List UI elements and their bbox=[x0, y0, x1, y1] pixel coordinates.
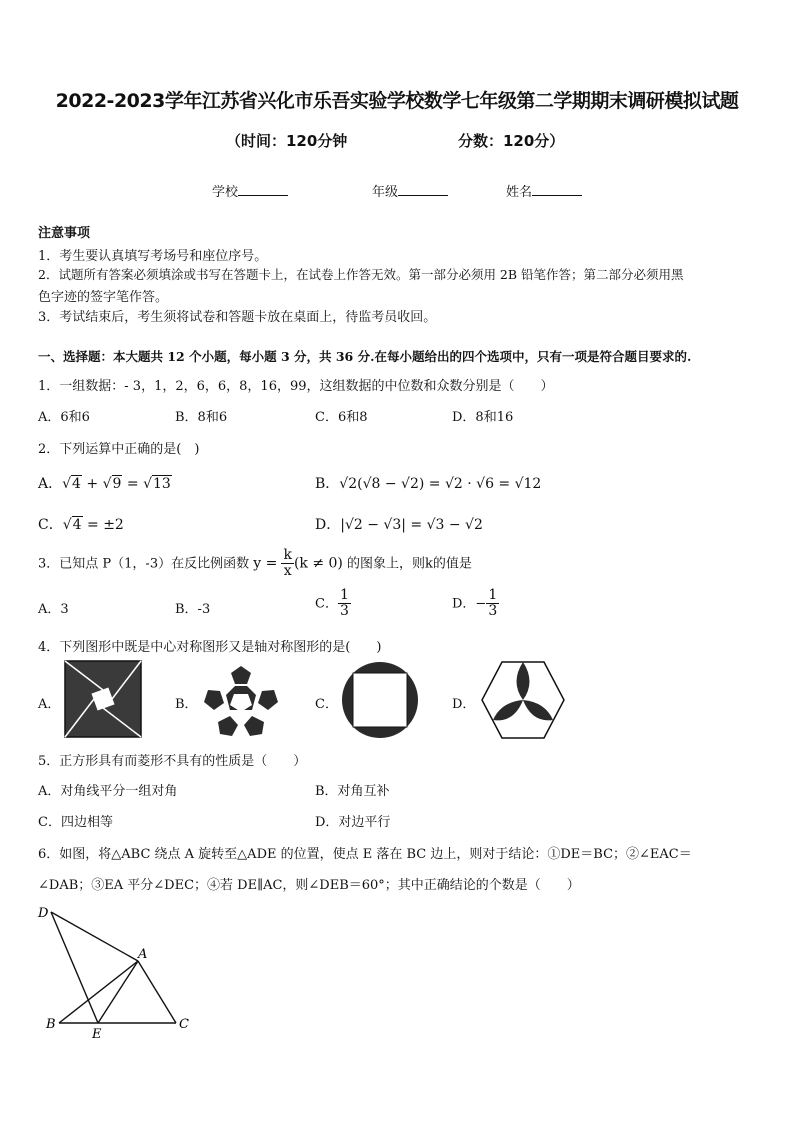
q2-d-expr: |√2 − √3| = √3 − √2 bbox=[340, 517, 483, 533]
q3-stem-a: 3．已知点 P（1，-3）在反比例函数 bbox=[38, 556, 250, 572]
segment-AB bbox=[59, 961, 138, 1023]
q4-option-b[interactable]: B． bbox=[175, 697, 198, 712]
q1-option-c[interactable]: C．6和8 bbox=[315, 410, 368, 425]
q2-d-label: D． bbox=[315, 517, 341, 533]
q5-option-b[interactable]: B．对角互补 bbox=[315, 784, 390, 799]
q1-option-d[interactable]: D．8和16 bbox=[452, 410, 514, 425]
q4-option-c[interactable]: C． bbox=[315, 697, 338, 712]
q2-b-expr: √2(√8 − √2) = √2 · √6 = √12 bbox=[339, 476, 542, 492]
q1-option-a[interactable]: A．6和6 bbox=[38, 410, 90, 425]
q4-figure-b bbox=[200, 662, 282, 740]
q2-a-radicand-1: 4 bbox=[72, 476, 81, 492]
notes-item-2a: 2．试题所有答案必须填涂或书写在答题卡上，在试卷上作答无效。第一部分必须用 2B 铅笔作答；第二部分必须用黑 bbox=[38, 267, 684, 282]
q2-a-eq: = bbox=[122, 476, 144, 492]
q3-d-num: 1 bbox=[488, 587, 498, 603]
section-1-heading: 一、选择题：本大题共 12 个小题，每小题 3 分，共 36 分.在每小题给出的四个选项中，只有一项是符合题目要求的. bbox=[38, 349, 692, 364]
q2-b-label: B． bbox=[315, 476, 340, 492]
q4-figure-d bbox=[480, 660, 566, 740]
q2-a-label: A． bbox=[38, 476, 63, 492]
grade-blank[interactable] bbox=[398, 183, 448, 196]
q2-a-radicand-3: 13 bbox=[153, 476, 171, 492]
point-label-b: B bbox=[46, 1017, 56, 1032]
point-label-e: E bbox=[92, 1027, 102, 1042]
name-blank[interactable] bbox=[532, 183, 582, 196]
q1-stem: 1．一组数据：- 3，1，2，6，6，8，16，99，这组数据的中位数和众数分别是（ ） bbox=[38, 379, 554, 394]
exam-score: 分数：120分） bbox=[458, 132, 565, 150]
q6-triangle-figure bbox=[30, 900, 200, 1045]
q3-func-cond: (k ≠ 0) bbox=[293, 555, 343, 572]
exam-title: 2022-2023学年江苏省兴化市乐吾实验学校数学七年级第二学期期末调研模拟试题 bbox=[55, 90, 739, 112]
q4-figure-a bbox=[64, 660, 142, 738]
point-label-a: A bbox=[138, 947, 148, 962]
q3-option-a[interactable]: A．3 bbox=[38, 602, 69, 617]
q4-stem: 4．下列图形中既是中心对称图形又是轴对称图形的是( ) bbox=[38, 640, 382, 655]
q3-d-fraction bbox=[486, 588, 499, 620]
q5-option-c[interactable]: C．四边相等 bbox=[38, 815, 113, 830]
q3-func-num: k bbox=[283, 547, 292, 563]
point-label-d: D bbox=[38, 906, 49, 921]
q3-d-den: 3 bbox=[488, 603, 498, 620]
q2-a-radicand-2: 9 bbox=[112, 476, 122, 492]
q2-a-plus: + bbox=[81, 476, 103, 492]
q2-c-radicand: 4 bbox=[72, 517, 82, 533]
school-label: 学校 bbox=[212, 185, 239, 200]
q3-func-fraction bbox=[281, 548, 293, 580]
q3-d-label: D．− bbox=[452, 596, 487, 612]
q2-c-eq: = ±2 bbox=[82, 517, 124, 533]
notes-item-1: 1．考生要认真填写考场号和座位序号。 bbox=[38, 249, 268, 264]
q4-option-a[interactable]: A． bbox=[38, 697, 61, 712]
q3-func-y: y = bbox=[253, 555, 278, 572]
q3-func-den: x bbox=[283, 563, 292, 580]
q2-option-d[interactable] bbox=[315, 514, 483, 534]
segment-DA bbox=[51, 912, 138, 961]
exam-time: （时间：120分钟 bbox=[226, 132, 348, 150]
segment-DE bbox=[51, 912, 98, 1023]
q4-figure-c bbox=[340, 660, 420, 740]
segment-AE bbox=[98, 961, 138, 1023]
notes-item-2b: 色字迹的签字笔作答。 bbox=[38, 290, 169, 305]
q2-option-a[interactable]: A．√4 + √9 = √13 bbox=[38, 476, 171, 492]
q3-stem-b: 的图象上，则k的值是 bbox=[347, 556, 472, 572]
school-field bbox=[212, 181, 288, 200]
q2-stem: 2．下列运算中正确的是( ) bbox=[38, 442, 200, 457]
q2-c-label: C． bbox=[38, 517, 63, 533]
q3-c-den: 3 bbox=[339, 603, 349, 620]
q3-c-num: 1 bbox=[339, 587, 349, 603]
q2-option-c[interactable]: C．√4 = ±2 bbox=[38, 517, 124, 533]
notes-item-3: 3．考试结束后，考生须将试卷和答题卡放在桌面上，待监考员收回。 bbox=[38, 310, 437, 325]
q5-option-a[interactable]: A．对角线平分一组对角 bbox=[38, 784, 178, 799]
q3-option-d[interactable] bbox=[452, 588, 499, 620]
q6-stem-a: 6．如图，将△ABC 绕点 A 旋转至△ADE 的位置，使点 E 落在 BC 边上，则对于结论：①DE＝BC；②∠EAC＝ bbox=[38, 847, 692, 862]
q3-stem bbox=[38, 548, 472, 580]
name-label: 姓名 bbox=[506, 185, 533, 200]
q5-option-d[interactable]: D．对边平行 bbox=[315, 815, 391, 830]
segment-AC bbox=[138, 961, 176, 1023]
grade-field bbox=[372, 181, 448, 200]
q4-option-d[interactable]: D． bbox=[452, 697, 476, 712]
q5-stem: 5．正方形具有而菱形不具有的性质是（ ） bbox=[38, 754, 307, 769]
q3-option-c[interactable] bbox=[315, 588, 351, 620]
q3-option-b[interactable]: B．-3 bbox=[175, 602, 211, 617]
grade-label: 年级 bbox=[372, 185, 399, 200]
notes-heading: 注意事项 bbox=[38, 226, 91, 241]
q3-c-label: C． bbox=[315, 596, 338, 612]
school-blank[interactable] bbox=[238, 183, 288, 196]
q6-stem-b: ∠DAB；③EA 平分∠DEC；④若 DE∥AC，则∠DEB＝60°；其中正确结论的个数是（ ） bbox=[38, 878, 580, 893]
q3-c-fraction bbox=[338, 588, 351, 620]
point-label-c: C bbox=[179, 1017, 189, 1032]
q2-option-b[interactable] bbox=[315, 473, 541, 493]
q1-option-b[interactable]: B．8和6 bbox=[175, 410, 228, 425]
name-field bbox=[506, 181, 582, 200]
